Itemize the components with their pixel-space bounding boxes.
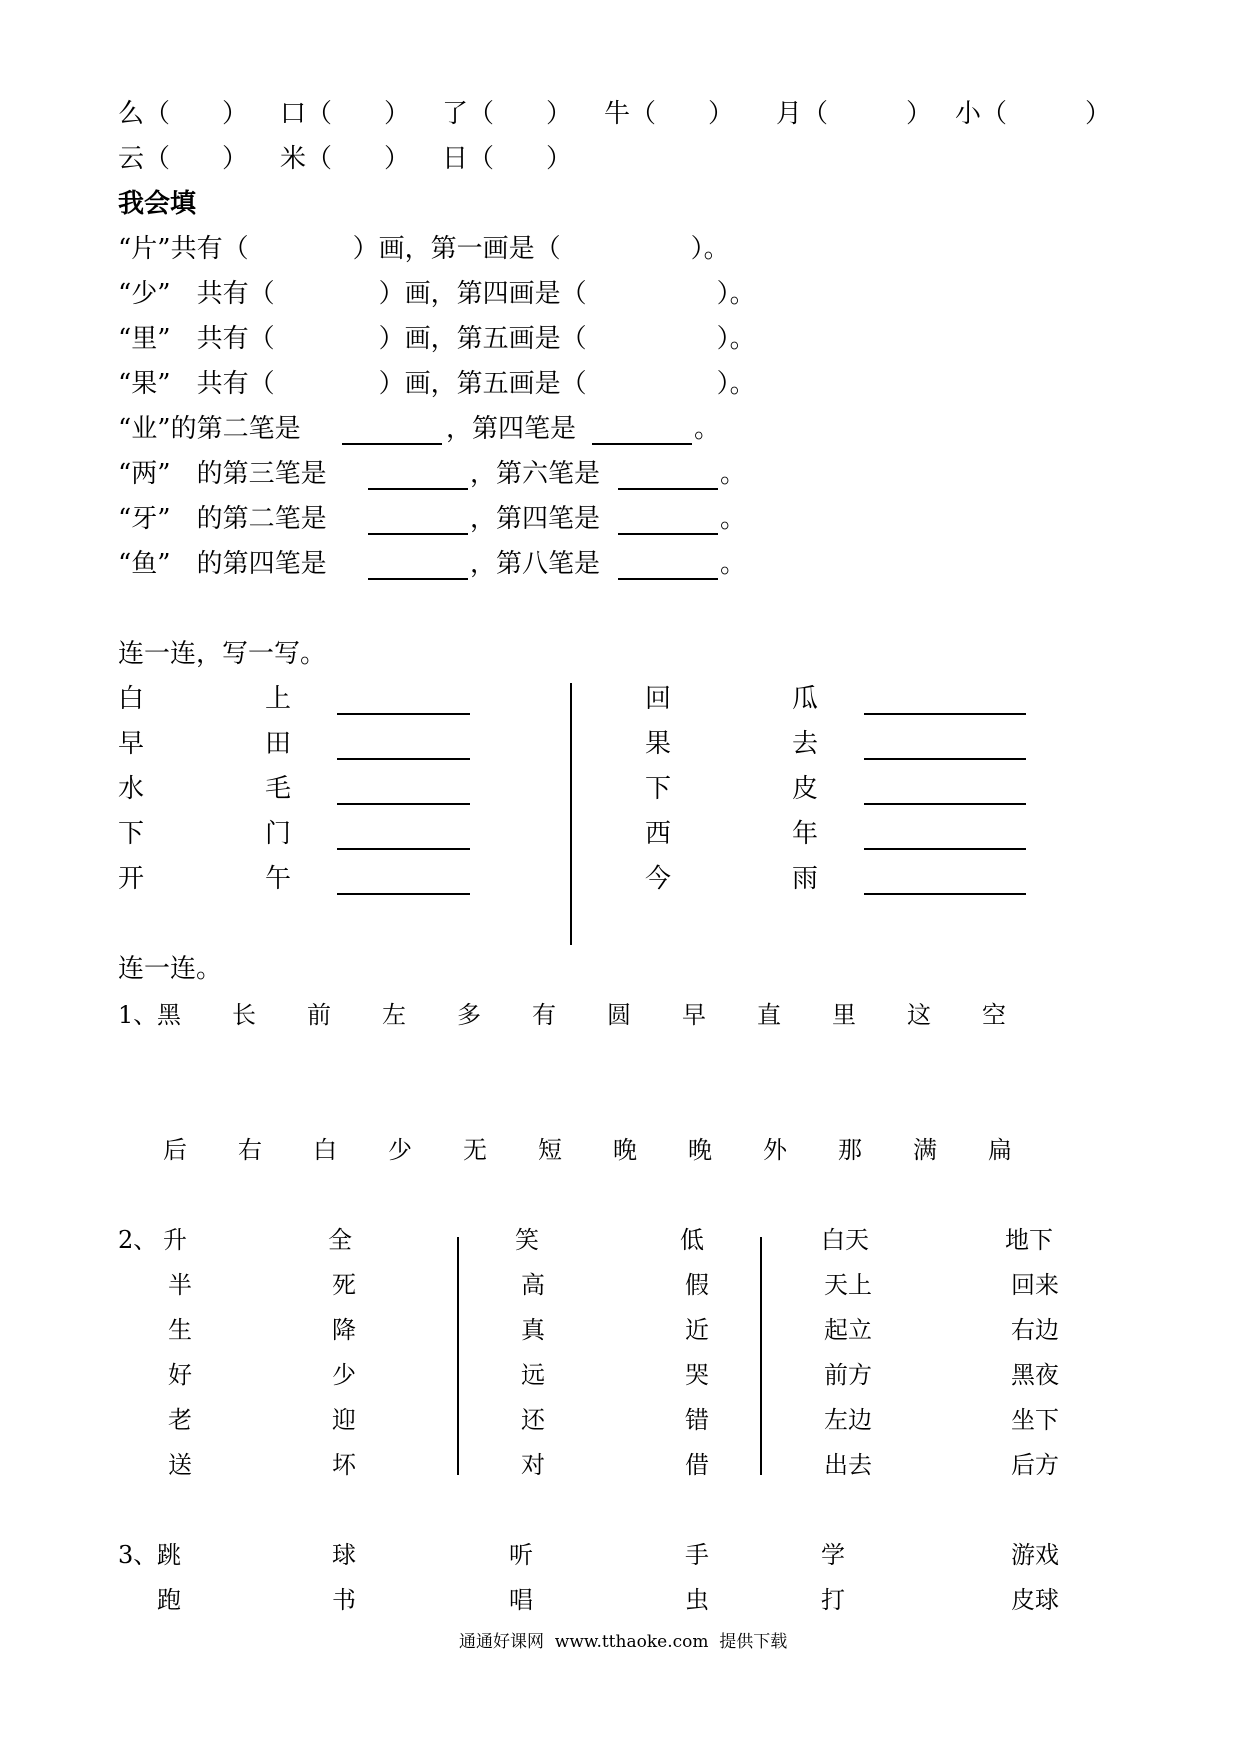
write-blank[interactable] bbox=[337, 713, 470, 715]
antonym-char[interactable]: 扁 bbox=[988, 1136, 1012, 1164]
count-line: “里” 共有（ ）画，第五画是（ ）。 bbox=[118, 324, 756, 354]
footer-text: 通通好课网 www.tthaoke.com 提供下载 bbox=[459, 1632, 788, 1652]
word-item[interactable]: 左边 bbox=[824, 1406, 872, 1434]
answer-blank[interactable] bbox=[618, 488, 718, 490]
word-item[interactable]: 右边 bbox=[1011, 1316, 1059, 1344]
word-item[interactable]: 对 bbox=[521, 1451, 545, 1479]
word-char: 今 bbox=[645, 864, 672, 894]
word-item[interactable]: 黑夜 bbox=[1011, 1361, 1059, 1389]
word-item[interactable]: 死 bbox=[332, 1271, 356, 1299]
word-item[interactable]: 高 bbox=[521, 1271, 545, 1299]
antonym-char[interactable]: 空 bbox=[982, 1001, 1006, 1029]
strokes-item: 月（ ） bbox=[776, 99, 933, 129]
answer-blank[interactable] bbox=[592, 443, 692, 445]
word-item[interactable]: 迎 bbox=[332, 1406, 356, 1434]
word-char: 下 bbox=[118, 819, 145, 849]
question-number: 2、 bbox=[118, 1226, 158, 1254]
stroke-line-mid: ，第六笔是 bbox=[470, 459, 601, 489]
word-item[interactable]: 回来 bbox=[1011, 1271, 1059, 1299]
antonym-char[interactable]: 少 bbox=[388, 1136, 412, 1164]
write-blank[interactable] bbox=[864, 803, 1026, 805]
write-blank[interactable] bbox=[864, 758, 1026, 760]
word-item[interactable]: 听 bbox=[509, 1541, 533, 1569]
stroke-line-prefix: “鱼” 的第四笔是 bbox=[118, 549, 327, 579]
word-item[interactable]: 学 bbox=[821, 1541, 845, 1569]
word-char: 下 bbox=[645, 774, 672, 804]
word-item[interactable]: 错 bbox=[685, 1406, 709, 1434]
word-item[interactable]: 全 bbox=[328, 1226, 352, 1254]
word-item[interactable]: 还 bbox=[521, 1406, 545, 1434]
word-char: 去 bbox=[792, 729, 819, 759]
antonym-char[interactable]: 短 bbox=[538, 1136, 562, 1164]
word-item[interactable]: 近 bbox=[685, 1316, 709, 1344]
word-item[interactable]: 哭 bbox=[685, 1361, 709, 1389]
word-char: 上 bbox=[265, 684, 292, 714]
stroke-line-prefix: “业”的第二笔是 bbox=[118, 414, 301, 444]
divider bbox=[760, 1237, 762, 1475]
word-item[interactable]: 前方 bbox=[824, 1361, 872, 1389]
count-line: “片”共有（ ）画，第一画是（ ）。 bbox=[118, 234, 730, 264]
word-item[interactable]: 少 bbox=[332, 1361, 356, 1389]
stroke-line-mid: ，第八笔是 bbox=[470, 549, 601, 579]
antonym-char[interactable]: 有 bbox=[532, 1001, 556, 1029]
word-item[interactable]: 借 bbox=[685, 1451, 709, 1479]
question-number: 1、 bbox=[118, 1001, 158, 1029]
antonym-char[interactable]: 前 bbox=[307, 1001, 331, 1029]
antonym-char[interactable]: 满 bbox=[913, 1136, 937, 1164]
write-blank[interactable] bbox=[337, 848, 470, 850]
antonym-char[interactable]: 早 bbox=[682, 1001, 706, 1029]
connect-heading: 连一连。 bbox=[118, 954, 223, 984]
count-line: “少” 共有（ ）画，第四画是（ ）。 bbox=[118, 279, 756, 309]
antonym-char[interactable]: 直 bbox=[757, 1001, 781, 1029]
antonym-char[interactable]: 长 bbox=[232, 1001, 256, 1029]
count-line: “果” 共有（ ）画，第五画是（ ）。 bbox=[118, 369, 756, 399]
word-char: 雨 bbox=[792, 864, 819, 894]
write-blank[interactable] bbox=[864, 713, 1026, 715]
word-item[interactable]: 远 bbox=[521, 1361, 545, 1389]
strokes-item: 云（ ） bbox=[118, 144, 249, 174]
strokes-item: 日（ ） bbox=[442, 144, 573, 174]
stroke-line-mid: ，第四笔是 bbox=[446, 414, 577, 444]
antonym-char[interactable]: 那 bbox=[838, 1136, 862, 1164]
word-item[interactable]: 后方 bbox=[1011, 1451, 1059, 1479]
word-char: 午 bbox=[265, 864, 292, 894]
answer-blank[interactable] bbox=[368, 488, 468, 490]
word-item[interactable]: 地下 bbox=[1005, 1226, 1053, 1254]
strokes-item: 口（ ） bbox=[280, 99, 411, 129]
word-char: 水 bbox=[118, 774, 145, 804]
antonym-char[interactable]: 多 bbox=[457, 1001, 481, 1029]
word-item[interactable]: 老 bbox=[168, 1406, 192, 1434]
word-item[interactable]: 送 bbox=[168, 1451, 192, 1479]
stroke-line-prefix: “两” 的第三笔是 bbox=[118, 459, 327, 489]
divider bbox=[570, 683, 572, 945]
word-char: 年 bbox=[792, 819, 819, 849]
word-item[interactable]: 虫 bbox=[685, 1586, 709, 1614]
word-item[interactable]: 生 bbox=[168, 1316, 192, 1344]
antonym-char[interactable]: 外 bbox=[763, 1136, 787, 1164]
strokes-item: 米（ ） bbox=[280, 144, 411, 174]
question-number: 3、 bbox=[118, 1541, 158, 1569]
word-item[interactable]: 跑 bbox=[157, 1586, 181, 1614]
antonym-char[interactable]: 左 bbox=[382, 1001, 406, 1029]
word-item[interactable]: 真 bbox=[521, 1316, 545, 1344]
word-item[interactable]: 游戏 bbox=[1011, 1541, 1059, 1569]
word-item[interactable]: 皮球 bbox=[1011, 1586, 1059, 1614]
antonym-char[interactable]: 右 bbox=[238, 1136, 262, 1164]
word-item[interactable]: 球 bbox=[332, 1541, 356, 1569]
word-item[interactable]: 假 bbox=[685, 1271, 709, 1299]
connect-write-heading: 连一连，写一写。 bbox=[118, 639, 327, 669]
divider bbox=[457, 1237, 459, 1475]
antonym-char[interactable]: 里 bbox=[832, 1001, 856, 1029]
antonym-char[interactable]: 黑 bbox=[157, 1001, 181, 1029]
word-item[interactable]: 起立 bbox=[824, 1316, 872, 1344]
stroke-line-end: 。 bbox=[720, 549, 747, 579]
answer-blank[interactable] bbox=[618, 533, 718, 535]
word-item[interactable]: 坏 bbox=[332, 1451, 356, 1479]
stroke-line-mid: ，第四笔是 bbox=[470, 504, 601, 534]
stroke-line-end: 。 bbox=[720, 459, 747, 489]
write-blank[interactable] bbox=[337, 803, 470, 805]
word-char: 田 bbox=[265, 729, 292, 759]
word-item[interactable]: 坐下 bbox=[1011, 1406, 1059, 1434]
word-char: 回 bbox=[645, 684, 672, 714]
strokes-item: 了（ ） bbox=[442, 99, 573, 129]
stroke-line-end: 。 bbox=[720, 504, 747, 534]
word-char: 开 bbox=[118, 864, 145, 894]
word-char: 白 bbox=[118, 684, 145, 714]
antonym-char[interactable]: 后 bbox=[163, 1136, 187, 1164]
fill-heading: 我会填 bbox=[118, 189, 197, 219]
word-item[interactable]: 打 bbox=[821, 1586, 845, 1614]
write-blank[interactable] bbox=[337, 758, 470, 760]
word-item[interactable]: 手 bbox=[685, 1541, 709, 1569]
word-item[interactable]: 唱 bbox=[509, 1586, 533, 1614]
answer-blank[interactable] bbox=[342, 443, 442, 445]
write-blank[interactable] bbox=[864, 893, 1026, 895]
word-item[interactable]: 出去 bbox=[824, 1451, 872, 1479]
word-item[interactable]: 好 bbox=[168, 1361, 192, 1389]
stroke-line-end: 。 bbox=[694, 414, 721, 444]
strokes-item: 么（ ） bbox=[118, 99, 249, 129]
word-item[interactable]: 升 bbox=[163, 1226, 187, 1254]
word-char: 皮 bbox=[792, 774, 819, 804]
word-item[interactable]: 笑 bbox=[515, 1226, 539, 1254]
antonym-char[interactable]: 圆 bbox=[607, 1001, 631, 1029]
word-item[interactable]: 低 bbox=[680, 1226, 704, 1254]
word-item[interactable]: 白天 bbox=[821, 1226, 869, 1254]
word-char: 门 bbox=[265, 819, 292, 849]
word-item[interactable]: 半 bbox=[168, 1271, 192, 1299]
word-char: 瓜 bbox=[792, 684, 819, 714]
answer-blank[interactable] bbox=[368, 578, 468, 580]
strokes-item: 牛（ ） bbox=[604, 99, 735, 129]
write-blank[interactable] bbox=[337, 893, 470, 895]
antonym-char[interactable]: 晚 bbox=[613, 1136, 637, 1164]
word-char: 早 bbox=[118, 729, 145, 759]
strokes-item: 小（ ） bbox=[955, 99, 1112, 129]
word-char: 西 bbox=[645, 819, 672, 849]
write-blank[interactable] bbox=[864, 848, 1026, 850]
stroke-line-prefix: “牙” 的第二笔是 bbox=[118, 504, 327, 534]
antonym-char[interactable]: 白 bbox=[313, 1136, 337, 1164]
word-char: 毛 bbox=[265, 774, 292, 804]
word-item[interactable]: 跳 bbox=[157, 1541, 181, 1569]
word-item[interactable]: 书 bbox=[332, 1586, 356, 1614]
antonym-char[interactable]: 无 bbox=[463, 1136, 487, 1164]
answer-blank[interactable] bbox=[368, 533, 468, 535]
antonym-char[interactable]: 晚 bbox=[688, 1136, 712, 1164]
word-item[interactable]: 天上 bbox=[824, 1271, 872, 1299]
antonym-char[interactable]: 这 bbox=[907, 1001, 931, 1029]
word-item[interactable]: 降 bbox=[332, 1316, 356, 1344]
word-char: 果 bbox=[645, 729, 672, 759]
answer-blank[interactable] bbox=[618, 578, 718, 580]
